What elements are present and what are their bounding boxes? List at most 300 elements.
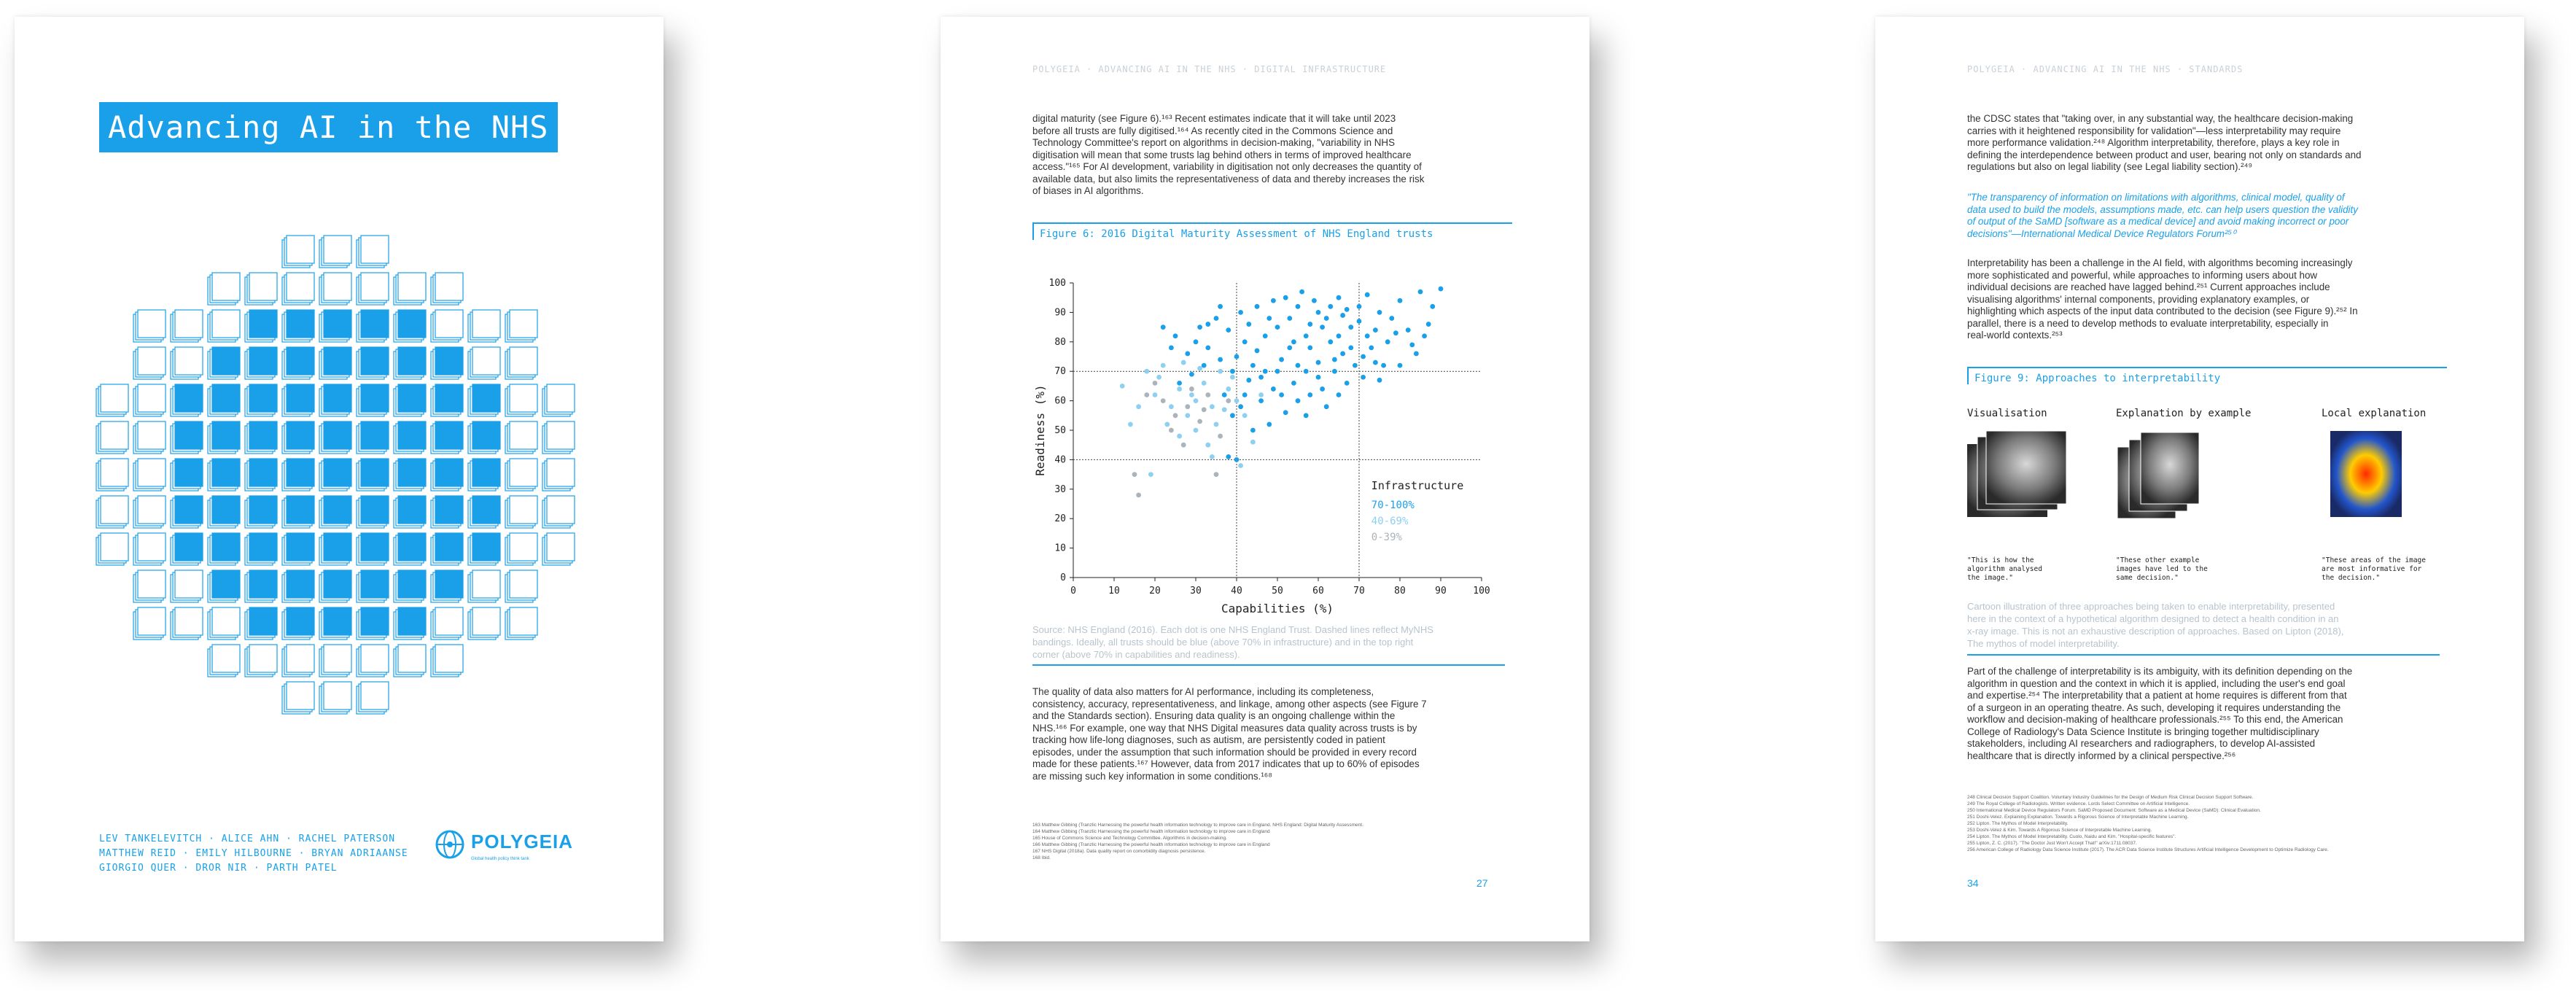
- cover-cube: [431, 273, 463, 305]
- cover-cube: [357, 310, 389, 342]
- scatter-point: [1320, 324, 1325, 330]
- scatter-point: [1373, 327, 1378, 333]
- approach-caption: [1967, 556, 2042, 583]
- scatter-point: [1336, 333, 1342, 338]
- scatter-point: [1365, 292, 1370, 298]
- cover-cube: [505, 533, 537, 565]
- scatter-point: [1266, 422, 1272, 427]
- scatter-point: [1214, 316, 1219, 321]
- scatter-point: [1218, 304, 1223, 309]
- cover-cube: [394, 347, 426, 379]
- footnote: 255 Lipton, Z. C. (2017). "The Doctor Just Won't Accept That!" arXiv:1711.08037.: [1967, 841, 2137, 846]
- scatter-point: [1332, 369, 1337, 374]
- scatter-point: [1422, 333, 1427, 338]
- scatter-point: [1340, 313, 1345, 318]
- text-line: carries with it heightened responsibility for validation"—less interpretability may require: [1967, 125, 2341, 136]
- caption-line: are most informative for: [2322, 565, 2422, 573]
- approach-caption: [2116, 556, 2208, 583]
- cover-cube: [171, 347, 203, 379]
- legend-title: Infrastructure: [1371, 478, 1464, 492]
- scatter-point: [1194, 428, 1199, 433]
- cover-cube: [542, 496, 575, 528]
- x-tick-label: 100: [1473, 586, 1490, 596]
- scatter-point: [1246, 378, 1251, 383]
- x-tick-label: 80: [1394, 586, 1406, 596]
- cover-cube: [245, 570, 277, 602]
- scatter-point: [1275, 369, 1280, 374]
- scatter-point: [1271, 298, 1276, 303]
- figure-caption: [1032, 623, 1505, 661]
- figure-rule: [1967, 654, 2440, 656]
- cover-cube-grid: [15, 17, 664, 941]
- figure-caption: [1967, 600, 2440, 650]
- scatter-point: [1164, 422, 1170, 427]
- scatter-point: [1373, 360, 1378, 365]
- x-tick-label: 60: [1312, 586, 1324, 596]
- scatter-point: [1263, 333, 1268, 338]
- text-line: regulations but also on legal liability (see Legal liability section).²⁴⁹: [1967, 161, 2253, 172]
- cover-cube: [505, 347, 537, 379]
- cover-cube: [431, 496, 463, 528]
- cover-cube: [133, 570, 166, 602]
- cover-cube: [542, 459, 575, 491]
- scatter-point: [1230, 413, 1235, 418]
- cover-cube: [208, 496, 240, 528]
- cover-cube: [319, 533, 351, 565]
- cover-cube: [133, 607, 166, 640]
- text-line: more sophisticated and powerful, while approaches to informing users about how: [1967, 269, 2318, 281]
- scatter-point: [1353, 363, 1358, 368]
- x-axis-label: Capabilities (%): [1221, 602, 1334, 615]
- page-34: [1875, 17, 2524, 941]
- polygeia-logo: [433, 825, 601, 876]
- scatter-point: [1222, 392, 1227, 397]
- cover-cube: [245, 384, 277, 416]
- cover-cube: [96, 533, 128, 565]
- scatter-point: [1414, 351, 1419, 357]
- cover-cube: [133, 310, 166, 342]
- cover-cube: [208, 347, 240, 379]
- scatter-point: [1238, 463, 1243, 468]
- cover-cube: [245, 310, 277, 342]
- cover-cube: [245, 533, 277, 565]
- scatter-point: [1189, 392, 1194, 397]
- cover-cube: [282, 384, 314, 416]
- scatter-point: [1361, 354, 1366, 360]
- scatter-point: [1250, 428, 1256, 433]
- scatter-point: [1234, 354, 1240, 360]
- text-line: NHS.¹⁶⁶ For example, one way that NHS Digital measures data quality across trusts is by: [1032, 722, 1417, 734]
- pull-quote: [1967, 192, 2440, 240]
- cover-cube: [431, 570, 463, 602]
- footnote: 165 House of Commons Science and Technology Committee. Algorithms in decision-making.: [1032, 836, 1227, 841]
- cover-cube: [171, 607, 203, 640]
- cover-cube: [468, 607, 500, 640]
- text-line: available data, but also limits the representativeness of data and thereby increases the risk: [1032, 173, 1425, 184]
- author-line: MATTHEW REID · EMILY HILBOURNE · BRYAN ADRIAANSE: [99, 848, 408, 859]
- scatter-point: [1222, 407, 1227, 412]
- quote-line: "The transparency of information on limitations with algorithms, clinical model, quality of: [1967, 192, 2345, 203]
- page-27: [941, 17, 1589, 941]
- cover-cube: [245, 347, 277, 379]
- cover-cube: [133, 459, 166, 491]
- cover-cube: [431, 384, 463, 416]
- quote-line: decisions"—International Medical Device Regulators Forum²⁵⁰: [1967, 228, 2236, 239]
- scatter-point: [1328, 339, 1333, 344]
- text-line: digital maturity (see Figure 6).¹⁶³ Recent estimates indicate that it will take until 2023: [1032, 113, 1396, 124]
- cover-cube: [171, 496, 203, 528]
- figure-title: Figure 9: Approaches to interpretability: [1967, 367, 2447, 384]
- cover-cube: [394, 384, 426, 416]
- scatter-point: [1218, 357, 1223, 362]
- footnote: 250 International Medical Device Regulators Forum. SaMD Proposed Document. Software as a Medical Device (SaMD): Clinical Evaluation.: [1967, 808, 2261, 813]
- cover-cube: [505, 310, 537, 342]
- footnote: 251 Doshi-Velez. Explaining Explanation. Towards a Rigorous Science of Interpretable Machine Learning.: [1967, 815, 2189, 820]
- text-line: are missing such key information in some conditions.¹⁶⁸: [1032, 770, 1272, 782]
- scatter-point: [1120, 384, 1125, 389]
- scatter-point: [1439, 287, 1444, 292]
- cover-cube: [282, 570, 314, 602]
- scatter-point: [1258, 392, 1264, 397]
- scatter-chart: [1032, 261, 1505, 633]
- cover-cube: [319, 570, 351, 602]
- cover-cube: [282, 273, 314, 305]
- caption-line: Cartoon illustration of three approaches being taken to enable interpretability, presented: [1967, 601, 2335, 612]
- footnote: 163 Matthew Gibbing (Tranzlic Harnessing the powerful health information technology to improve care in England. NHS England: Digital Maturity Assessment.: [1032, 823, 1363, 828]
- x-tick-label: 50: [1272, 586, 1283, 596]
- scatter-point: [1189, 372, 1194, 377]
- running-head: POLYGEIA · ADVANCING AI IN THE NHS · DIGITAL INFRASTRUCTURE: [1032, 64, 1387, 74]
- scatter-point: [1324, 316, 1329, 321]
- scatter-point: [1279, 392, 1284, 397]
- page-number: 34: [1967, 877, 1979, 889]
- scatter-point: [1418, 289, 1423, 295]
- scatter-point: [1263, 369, 1268, 374]
- scatter-point: [1283, 410, 1288, 415]
- quote-line: of output of the SaMD [software as a medical device] and avoid making incorrect or poor: [1967, 216, 2349, 227]
- cover-cube: [319, 496, 351, 528]
- scatter-point: [1345, 381, 1350, 386]
- scatter-point: [1296, 398, 1301, 403]
- cover-cube: [319, 310, 351, 342]
- scatter-point: [1357, 319, 1362, 324]
- scatter-point: [1177, 381, 1182, 386]
- text-line: consistency, accuracy, representativeness, and linkage, among other aspects (see Figure 7: [1032, 698, 1427, 710]
- caption-line: corner (above 70% in capabilities and readiness).: [1032, 649, 1240, 660]
- cover-cube: [282, 310, 314, 342]
- cover-cube: [431, 421, 463, 454]
- scatter-point: [1205, 443, 1210, 448]
- x-tick-label: 70: [1353, 586, 1365, 596]
- cover-cube: [357, 421, 389, 454]
- scatter-point: [1316, 310, 1321, 315]
- scatter-point: [1189, 386, 1194, 392]
- cover-cube: [431, 607, 463, 640]
- text-line: Technology Committee's report on algorithms in decision-making, "variability in NHS: [1032, 137, 1396, 148]
- cover-page: [15, 17, 664, 941]
- cover-cube: [208, 421, 240, 454]
- figure-title: Figure 6: 2016 Digital Maturity Assessment of NHS England trusts: [1032, 222, 1512, 240]
- cover-cube: [208, 459, 240, 491]
- cover-cube: [357, 496, 389, 528]
- text-line: The quality of data also matters for AI performance, including its completeness,: [1032, 686, 1374, 697]
- cover-cube: [319, 421, 351, 454]
- cover-cube: [357, 645, 389, 677]
- caption-line: "This is how the: [1967, 556, 2034, 564]
- x-tick-label: 0: [1070, 586, 1076, 596]
- scatter-point: [1234, 398, 1240, 403]
- cover-cube: [245, 459, 277, 491]
- scatter-point: [1185, 404, 1190, 409]
- scatter-point: [1320, 386, 1325, 392]
- text-line: made for these patients.¹⁶⁷ However, data from 2017 indicates that up to 60% of episodes: [1032, 758, 1420, 769]
- y-tick-label: 30: [1054, 483, 1066, 495]
- visualisation-xray-stack: [1967, 431, 2066, 517]
- text-line: Part of the challenge of interpretability is its ambiguity, with its definition depending on the: [1967, 666, 2353, 677]
- cover-cube: [357, 570, 389, 602]
- cover-cube: [357, 607, 389, 640]
- scatter-point: [1226, 454, 1231, 459]
- cover-cube: [208, 645, 240, 677]
- scatter-point: [1409, 342, 1415, 347]
- text-line: access."¹⁶⁵ For AI development, variability in digitisation not only decreases the quantity of: [1032, 161, 1422, 172]
- approach-caption: [2322, 556, 2426, 583]
- cover-cube: [133, 347, 166, 379]
- scatter-point: [1181, 360, 1186, 365]
- scatter-point: [1169, 345, 1174, 350]
- x-tick-label: 20: [1149, 586, 1161, 596]
- scatter-point: [1197, 419, 1202, 424]
- cover-cube: [171, 570, 203, 602]
- scatter-point: [1226, 398, 1231, 403]
- scatter-point: [1194, 398, 1199, 403]
- cover-cube: [282, 459, 314, 491]
- scatter-point: [1148, 472, 1153, 477]
- cover-cube: [96, 496, 128, 528]
- text-line: the CDSC states that "taking over, in any substantial way, the healthcare decision-making: [1967, 113, 2354, 124]
- cover-cube: [282, 347, 314, 379]
- cover-cube: [245, 421, 277, 454]
- scatter-point: [1144, 369, 1149, 374]
- cover-cube: [505, 496, 537, 528]
- cover-cube: [319, 347, 351, 379]
- scatter-point: [1381, 363, 1386, 368]
- caption-line: x-ray image. This is not an exhaustive description of approaches. Based on Lipton (2018),: [1967, 626, 2344, 637]
- scatter-point: [1361, 375, 1366, 380]
- scatter-point: [1153, 392, 1158, 397]
- scatter-point: [1287, 345, 1292, 350]
- cover-cube: [394, 310, 426, 342]
- interpretability-illustrations: [1967, 431, 2440, 548]
- cover-cube: [431, 645, 463, 677]
- scatter-point: [1205, 345, 1210, 350]
- cover-cube: [357, 236, 389, 268]
- cover-cube: [208, 570, 240, 602]
- scatter-point: [1312, 298, 1317, 303]
- cover-cube: [431, 347, 463, 379]
- legend-entry: 0-39%: [1371, 531, 1402, 543]
- footnote: 253 Doshi-Velez & Kim. Towards A Rigorous Science of Interpretable Machine Learning.: [1967, 828, 2152, 833]
- scatter-point: [1365, 333, 1370, 338]
- approach-heading: Visualisation: [1967, 408, 2047, 419]
- scatter-point: [1214, 472, 1219, 477]
- scatter-point: [1348, 324, 1353, 330]
- caption-line: same decision.": [2116, 574, 2179, 582]
- body-paragraph: [1967, 257, 2440, 342]
- cover-cube: [171, 459, 203, 491]
- text-line: healthcare that is directly informed by a clinical perspective.²⁵⁶: [1967, 750, 2236, 761]
- cover-cube: [394, 645, 426, 677]
- logo-wordmark: POLYGEIA: [471, 831, 573, 852]
- scatter-point: [1324, 404, 1329, 409]
- intro-paragraph: [1967, 113, 2440, 174]
- text-line: algorithm in question and the context in which it is applied, including the user's end goal: [1967, 677, 2346, 689]
- scatter-point: [1205, 392, 1210, 397]
- cover-cube: [208, 533, 240, 565]
- cover-cube: [505, 570, 537, 602]
- cover-cube: [505, 421, 537, 454]
- cover-cube: [468, 570, 500, 602]
- text-line: episodes, under the assumption that such information should be provided in every record: [1032, 746, 1417, 758]
- x-tick-label: 30: [1190, 586, 1202, 596]
- cover-cube: [282, 496, 314, 528]
- scatter-point: [1328, 304, 1333, 309]
- scatter-point: [1169, 428, 1174, 433]
- cover-cube: [96, 384, 128, 416]
- scatter-point: [1266, 316, 1272, 321]
- scatter-point: [1296, 363, 1301, 368]
- scatter-point: [1348, 345, 1353, 350]
- scatter-point: [1369, 345, 1374, 350]
- cover-cube: [505, 607, 537, 640]
- scatter-point: [1161, 398, 1166, 403]
- caption-line: here in the context of a hypothetical algorithm designed to detect a health condition in an: [1967, 613, 2339, 624]
- scatter-point: [1153, 381, 1158, 386]
- scatter-point: [1250, 363, 1256, 368]
- scatter-point: [1218, 369, 1223, 374]
- cover-cube: [319, 645, 351, 677]
- y-tick-label: 100: [1048, 278, 1066, 289]
- cover-title: Advancing AI in the NHS: [99, 102, 558, 152]
- cover-cube: [133, 384, 166, 416]
- cover-cube: [468, 384, 500, 416]
- approach-heading: Explanation by example: [2116, 408, 2252, 419]
- cover-cube: [468, 347, 500, 379]
- scatter-point: [1426, 322, 1431, 327]
- scatter-point: [1210, 404, 1215, 409]
- y-tick-label: 50: [1054, 425, 1066, 436]
- scatter-point: [1238, 310, 1243, 315]
- scatter-point: [1291, 381, 1296, 386]
- cover-cube: [282, 682, 314, 714]
- cover-cube: [394, 273, 426, 305]
- cover-cube: [208, 607, 240, 640]
- scatter-point: [1307, 392, 1312, 397]
- legend-entry: 70-100%: [1371, 499, 1415, 511]
- cover-cube: [394, 421, 426, 454]
- scatter-point: [1307, 345, 1312, 350]
- footnote: 167 NHS Digital (2018a). Data quality report on comorbidity diagnosis persistence.: [1032, 849, 1206, 854]
- scatter-point: [1255, 304, 1260, 309]
- scatter-point: [1242, 339, 1248, 344]
- cover-cube: [319, 459, 351, 491]
- scatter-point: [1291, 339, 1296, 344]
- scatter-point: [1287, 316, 1292, 321]
- scatter-point: [1316, 375, 1321, 380]
- cover-cube: [208, 273, 240, 305]
- cover-cube: [394, 607, 426, 640]
- scatter-point: [1144, 392, 1149, 397]
- scatter-point: [1357, 304, 1362, 309]
- scatter-point: [1238, 404, 1243, 409]
- running-head: POLYGEIA · ADVANCING AI IN THE NHS · STANDARDS: [1967, 64, 2244, 74]
- cover-cube: [357, 273, 389, 305]
- cover-cube: [133, 496, 166, 528]
- scatter-point: [1177, 434, 1182, 439]
- cover-cube: [245, 607, 277, 640]
- scatter-point: [1307, 322, 1312, 327]
- legend-entry: 40-69%: [1371, 515, 1409, 527]
- scatter-point: [1246, 322, 1251, 327]
- example-xray-stack: [2117, 432, 2199, 518]
- text-line: real-world contexts.²⁵³: [1967, 330, 2063, 341]
- caption-line: images have led to the: [2116, 565, 2208, 573]
- scatter-point: [1389, 316, 1394, 321]
- caption-line: bandings. Ideally, all trusts should be blue (above 70% in infrastructure) and in the top right: [1032, 637, 1414, 648]
- text-line: and the Standards section). Ensuring data quality is an ongoing challenge within the: [1032, 710, 1396, 721]
- caption-line: Source: NHS England (2016). Each dot is one NHS England Trust. Dashed lines reflect MyNHS: [1032, 624, 1433, 635]
- page-number: 27: [1476, 877, 1488, 889]
- cover-cube: [357, 459, 389, 491]
- cover-cube: [468, 310, 500, 342]
- y-tick-label: 0: [1060, 572, 1066, 583]
- cover-cube: [468, 496, 500, 528]
- cover-cube: [282, 421, 314, 454]
- scatter-point: [1393, 330, 1398, 335]
- body-paragraph: [1967, 666, 2440, 762]
- cover-cube: [357, 347, 389, 379]
- text-line: digitisation will mean that some trusts lag behind others in terms of improved healthcare: [1032, 149, 1412, 160]
- y-tick-label: 20: [1054, 513, 1066, 525]
- cover-cube: [357, 384, 389, 416]
- cover-cube: [542, 384, 575, 416]
- scatter-point: [1398, 363, 1403, 368]
- scatter-point: [1202, 407, 1207, 412]
- scatter-point: [1345, 307, 1350, 312]
- footnote: 164 Matthew Gibbing (Tranzlic Harnessing the powerful health information technology to improve care in England: [1032, 829, 1270, 834]
- y-tick-label: 10: [1054, 543, 1066, 554]
- cover-cube: [282, 645, 314, 677]
- caption-line: the decision.": [2322, 574, 2381, 582]
- scatter-point: [1177, 386, 1182, 392]
- footnote: 256 American College of Radiology Data Science Institute (2017). The ACR Data Science Institute Structures Artificial Intelligence Development to Optimize Radiology Care.: [1967, 847, 2329, 852]
- author-line: GIORGIO QUER · DROR NIR · PARTH PATEL: [99, 863, 338, 874]
- scatter-point: [1132, 472, 1137, 477]
- x-tick-label: 40: [1231, 586, 1242, 596]
- scatter-point: [1336, 392, 1342, 397]
- scatter-point: [1255, 349, 1260, 354]
- cover-cube: [282, 236, 314, 268]
- scatter-point: [1202, 381, 1207, 386]
- scatter-point: [1156, 375, 1161, 380]
- scatter-point: [1197, 324, 1202, 330]
- author-line: LEV TANKELEVITCH · ALICE AHN · RACHEL PATERSON: [99, 833, 396, 844]
- text-line: and expertise.²⁵⁴ The interpretability that a patient at home requires is different from that: [1967, 690, 2347, 701]
- cover-cube: [208, 310, 240, 342]
- scatter-point: [1279, 357, 1284, 362]
- scatter-point: [1230, 369, 1235, 374]
- scatter-point: [1185, 351, 1190, 357]
